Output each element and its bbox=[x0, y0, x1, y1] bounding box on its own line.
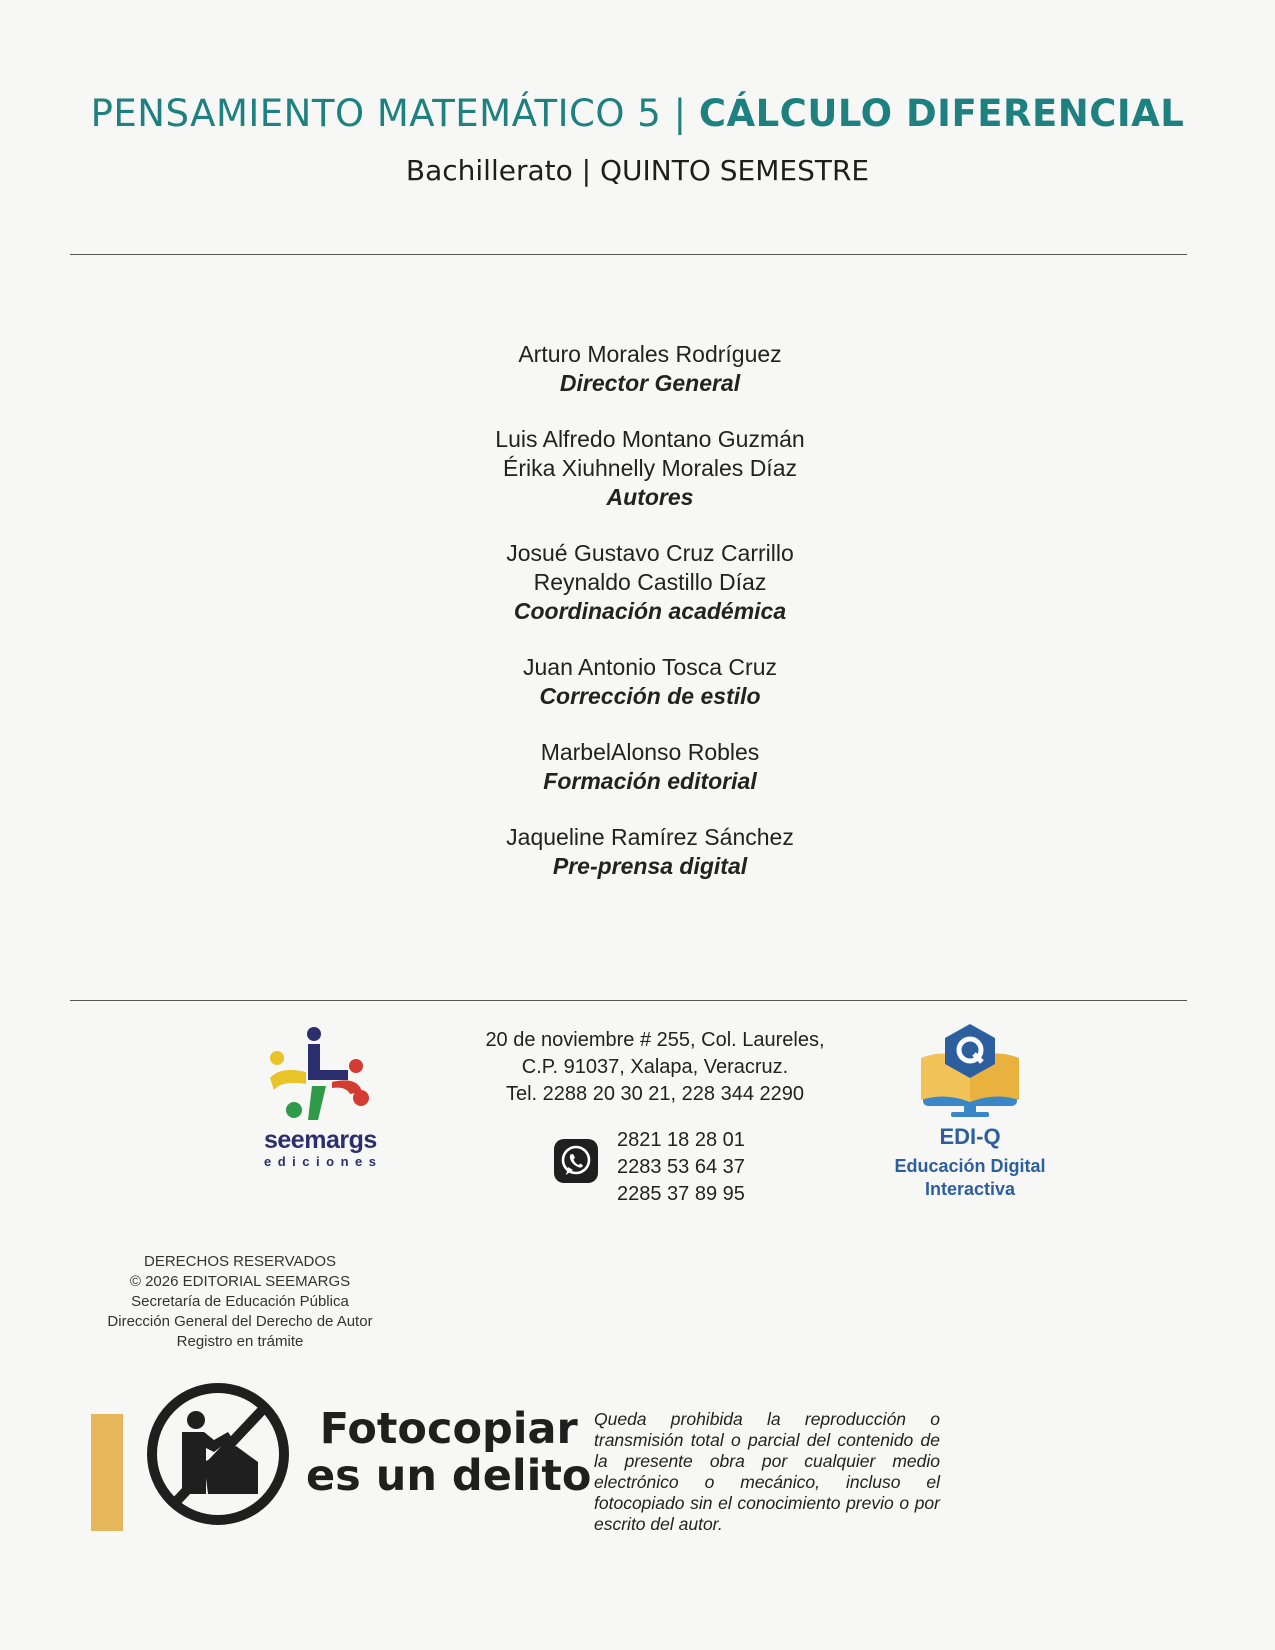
rights-line: Dirección General del Derecho de Autor bbox=[107, 1313, 373, 1330]
credit-name: Jaqueline Ramírez Sánchez bbox=[506, 824, 794, 850]
credit-group bbox=[390, 340, 910, 398]
credit-name: Arturo Morales Rodríguez bbox=[518, 341, 782, 367]
top-divider bbox=[70, 254, 1187, 255]
warning-accent-bar bbox=[91, 1414, 123, 1531]
edq-logo-icon bbox=[915, 1022, 1025, 1122]
credit-role: Director General bbox=[559, 370, 741, 396]
credit-name: Josué Gustavo Cruz Carrillo bbox=[506, 540, 794, 566]
address-line: 20 de noviembre # 255, Col. Laureles, bbox=[485, 1029, 825, 1051]
rights-line: Registro en trámite bbox=[176, 1333, 304, 1350]
credit-role: Coordinación académica bbox=[513, 598, 787, 624]
credit-group bbox=[390, 823, 910, 881]
publisher-subtitle: ediciones bbox=[264, 1154, 383, 1169]
credit-group bbox=[390, 539, 910, 626]
credit-group bbox=[390, 738, 910, 796]
bottom-divider bbox=[70, 1000, 1187, 1001]
credit-name: Juan Antonio Tosca Cruz bbox=[522, 654, 777, 680]
credit-role: Formación editorial bbox=[543, 768, 757, 794]
edq-subtitle-line: Educación Digital bbox=[894, 1156, 1046, 1176]
whatsapp-number: 2821 18 28 01 bbox=[617, 1129, 745, 1151]
rights-line: DERECHOS RESERVADOS bbox=[144, 1253, 336, 1270]
warning-line2: es un delito bbox=[306, 1451, 592, 1501]
credit-name: Luis Alfredo Montano Guzmán bbox=[495, 426, 805, 452]
credit-group bbox=[390, 653, 910, 711]
seemargs-logo-icon bbox=[262, 1024, 397, 1124]
warning-line1: Fotocopiar bbox=[319, 1404, 578, 1454]
credit-role: Corrección de estilo bbox=[539, 683, 761, 709]
no-photocopy-icon bbox=[144, 1376, 292, 1532]
whatsapp-icon bbox=[554, 1139, 598, 1183]
book-title-regular: PENSAMIENTO MATEMÁTICO 5 | bbox=[90, 92, 687, 135]
rights-line: © 2026 EDITORIAL SEEMARGS bbox=[129, 1273, 351, 1290]
credit-name: Érika Xiuhnelly Morales Díaz bbox=[502, 455, 797, 481]
book-title-bold: CÁLCULO DIFERENCIAL bbox=[698, 92, 1185, 135]
credit-name: Reynaldo Castillo Díaz bbox=[533, 569, 767, 595]
credit-role: Pre-prensa digital bbox=[552, 853, 748, 879]
edq-subtitle-line: Interactiva bbox=[924, 1179, 1016, 1199]
whatsapp-numbers bbox=[617, 1127, 745, 1208]
address-line: C.P. 91037, Xalapa, Veracruz. bbox=[521, 1056, 789, 1078]
whatsapp-number: 2283 53 64 37 bbox=[617, 1156, 745, 1178]
rights-notice bbox=[85, 1252, 395, 1352]
credit-name: MarbelAlonso Robles bbox=[540, 739, 760, 765]
credit-group bbox=[390, 425, 910, 512]
edq-subtitle bbox=[880, 1155, 1060, 1201]
phone-line: Tel. 2288 20 30 21, 228 344 2290 bbox=[505, 1083, 805, 1105]
warning-headline bbox=[306, 1406, 591, 1500]
credits-list bbox=[390, 340, 910, 908]
whatsapp-glyph bbox=[554, 1139, 598, 1183]
rights-line: Secretaría de Educación Pública bbox=[131, 1293, 349, 1310]
whatsapp-number: 2285 37 89 95 bbox=[617, 1183, 745, 1205]
book-subtitle: Bachillerato | QUINTO SEMESTRE bbox=[405, 154, 870, 187]
edq-name: EDI-Q bbox=[939, 1124, 1001, 1149]
publisher-name: seemargs bbox=[264, 1126, 377, 1154]
credit-role: Autores bbox=[606, 484, 694, 510]
legal-notice: Queda prohibida la reproducción o transmisión total o parcial del contenido de la presente obra por cualquier medio electrónico o mecánico, incluso el fotocopiado sin el conocimiento previo o por escrito del autor. bbox=[594, 1409, 940, 1534]
publisher-address bbox=[440, 1027, 870, 1108]
book-title bbox=[0, 92, 1275, 135]
